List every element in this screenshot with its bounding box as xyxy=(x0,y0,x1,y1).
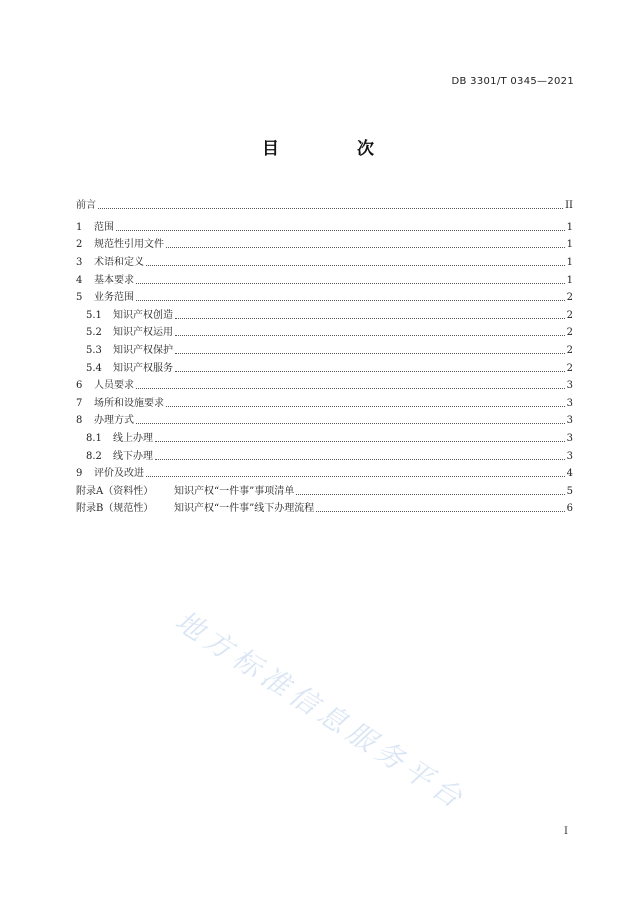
toc-entry[interactable] xyxy=(76,480,573,498)
toc-entry-number: 5 xyxy=(76,292,83,304)
toc-entry-page: 2 xyxy=(566,309,573,321)
toc-entry-number: 5.3 xyxy=(86,344,102,356)
toc-leader-dots xyxy=(316,510,564,512)
toc-entry[interactable] xyxy=(76,287,573,305)
table-of-contents xyxy=(76,194,573,515)
toc-entry-page: 2 xyxy=(566,362,573,374)
toc-entry-page: 6 xyxy=(566,503,573,515)
watermark: 地方标准信息服务平台 xyxy=(169,604,473,818)
toc-entry-label: 线上办理 xyxy=(113,432,153,444)
toc-entry[interactable] xyxy=(76,498,573,516)
toc-entry-page: 1 xyxy=(566,256,573,268)
toc-entry-number: 8 xyxy=(76,415,83,427)
toc-entry-label: 术语和定义 xyxy=(94,256,144,268)
toc-entry-number: 2 xyxy=(76,239,83,251)
toc-entry[interactable] xyxy=(76,322,573,340)
toc-entry[interactable] xyxy=(76,339,573,357)
toc-entry-label: 场所和设施要求 xyxy=(94,397,164,409)
toc-leader-dots xyxy=(155,458,565,460)
toc-entry[interactable] xyxy=(76,251,573,269)
toc-entry[interactable] xyxy=(76,375,573,393)
toc-entry-page: 2 xyxy=(566,292,573,304)
standard-code: DB 3301/T 0345—2021 xyxy=(451,76,574,87)
toc-entry-label: 范围 xyxy=(94,221,114,233)
toc-entry-page: 2 xyxy=(566,344,573,356)
toc-leader-dots xyxy=(146,475,565,477)
toc-entry[interactable] xyxy=(76,445,573,463)
toc-entry-label: 前言 xyxy=(76,199,96,211)
toc-entry-label: 知识产权创造 xyxy=(113,309,173,321)
toc-entry-page: 3 xyxy=(566,432,573,444)
toc-entry-label: 知识产权服务 xyxy=(113,362,173,374)
toc-leader-dots xyxy=(136,282,565,284)
toc-leader-dots xyxy=(166,405,565,407)
toc-leader-dots xyxy=(175,317,565,319)
toc-entry-page: 1 xyxy=(566,274,573,286)
footer-page-number: I xyxy=(564,826,568,837)
toc-entry-number: 8.2 xyxy=(86,450,102,462)
toc-leader-dots xyxy=(136,299,565,301)
toc-leader-dots xyxy=(296,493,564,495)
toc-entry-label: 线下办理 xyxy=(113,450,153,462)
toc-entry[interactable] xyxy=(76,234,573,252)
toc-leader-dots xyxy=(155,440,565,442)
toc-entry[interactable] xyxy=(76,463,573,481)
toc-entry-label: 知识产权保护 xyxy=(113,344,173,356)
toc-entry-label: 业务范围 xyxy=(94,292,134,304)
toc-entry-label: 知识产权运用 xyxy=(113,327,173,339)
toc-leader-dots xyxy=(166,246,565,248)
toc-entry-number: 9 xyxy=(76,468,83,480)
toc-entry-page: II xyxy=(565,199,573,211)
toc-entry-page: 1 xyxy=(566,221,573,233)
toc-entry-label: 基本要求 xyxy=(94,274,134,286)
toc-entry-number: 附录B（规范性） xyxy=(76,503,154,515)
toc-entry-page: 1 xyxy=(566,239,573,251)
toc-leader-dots xyxy=(175,370,565,372)
toc-entry-label: 知识产权“一件事”线下办理流程 xyxy=(174,503,315,515)
toc-entry-page: 3 xyxy=(566,415,573,427)
toc-leader-dots xyxy=(136,422,565,424)
toc-entry-label: 人员要求 xyxy=(94,380,134,392)
toc-entry-page: 3 xyxy=(566,450,573,462)
toc-entry-number: 5.1 xyxy=(86,309,102,321)
toc-entry-page: 4 xyxy=(566,468,573,480)
toc-leader-dots xyxy=(175,352,565,354)
toc-entry[interactable] xyxy=(76,357,573,375)
toc-entry-page: 3 xyxy=(566,397,573,409)
toc-entry-page: 5 xyxy=(566,485,573,497)
toc-entry-number: 1 xyxy=(76,221,83,233)
toc-entry-page: 2 xyxy=(566,327,573,339)
toc-entry-number: 8.1 xyxy=(86,432,102,444)
toc-entry-label: 知识产权“一件事”事项清单 xyxy=(174,485,295,497)
toc-entry-number: 4 xyxy=(76,274,83,286)
toc-entry-number: 5.2 xyxy=(86,327,102,339)
toc-leader-dots xyxy=(175,334,565,336)
toc-entry-label: 办理方式 xyxy=(94,415,134,427)
toc-leader-dots xyxy=(146,264,565,266)
toc-entry[interactable] xyxy=(76,269,573,287)
toc-entry-number: 3 xyxy=(76,256,83,268)
toc-entry-label: 评价及改进 xyxy=(94,468,144,480)
toc-entry[interactable] xyxy=(76,410,573,428)
toc-entry-number: 附录A（资料性） xyxy=(76,485,154,497)
toc-entry[interactable] xyxy=(76,392,573,410)
toc-entry-number: 6 xyxy=(76,380,83,392)
toc-entry-number: 7 xyxy=(76,397,83,409)
toc-entry[interactable] xyxy=(76,427,573,445)
toc-entry-number: 5.4 xyxy=(86,362,102,374)
toc-leader-dots xyxy=(98,207,563,209)
toc-entry[interactable] xyxy=(76,304,573,322)
toc-leader-dots xyxy=(136,387,565,389)
toc-entry-label: 规范性引用文件 xyxy=(94,239,164,251)
toc-entry[interactable] xyxy=(76,216,573,234)
toc-leader-dots xyxy=(116,229,565,231)
toc-entry-page: 3 xyxy=(566,380,573,392)
page-title: 目 次 xyxy=(262,139,410,159)
toc-entry[interactable] xyxy=(76,194,573,212)
